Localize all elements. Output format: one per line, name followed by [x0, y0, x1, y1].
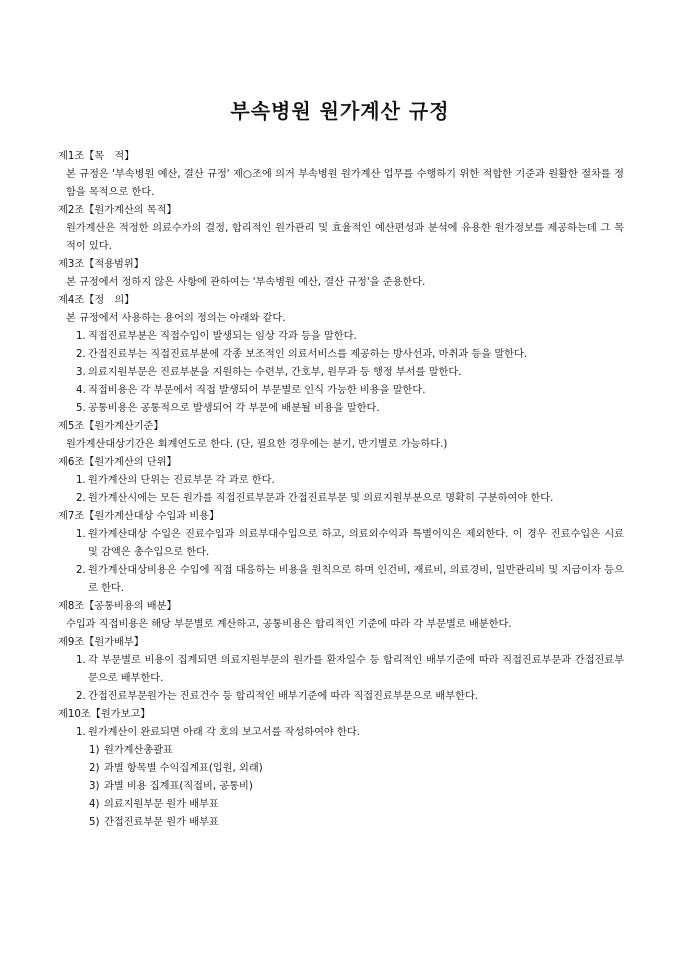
list-item	[58, 364, 624, 382]
sub-item-number: 4)	[89, 799, 100, 810]
sub-list-item	[58, 742, 624, 760]
item-number: 1.	[76, 529, 86, 540]
list-item	[58, 346, 624, 364]
article-1	[58, 148, 624, 202]
article-heading: 제4조【정 의】	[58, 295, 135, 306]
list-item	[58, 382, 624, 400]
sub-item-text: 과별 항목별 수익집계표(입원, 외래)	[104, 763, 263, 774]
sub-item-number: 1)	[89, 745, 100, 756]
article-heading: 제9조【원가배부】	[58, 637, 144, 648]
article-paragraph: 본 규정에서 정하지 않은 사항에 관하여는 '부속병원 예산, 결산 규정'을 준용한다.	[66, 277, 426, 288]
item-text: 원가계산대상 수입은 진료수입과 의료부대수입으로 하고, 의료외수익과 특별이익은 제외한다. 이 경우 진료수입은 시료 및 감액은 총수입으로 한다.	[88, 529, 624, 558]
article-5	[58, 418, 624, 454]
item-text: 공통비용은 공통적으로 발생되어 각 부문에 배분될 비용을 말한다.	[88, 403, 380, 414]
article-heading: 제10조【원가보고】	[58, 709, 151, 720]
article-3	[58, 256, 624, 292]
item-number: 2.	[76, 493, 86, 504]
article-paragraph: 원가계산대상기간은 회계연도로 한다. (단, 필요한 경우에는 분기, 반기별로 가능하다.)	[66, 439, 448, 450]
article-4	[58, 292, 624, 418]
article-heading: 제7조【원가계산대상 수입과 비용】	[58, 511, 220, 522]
sub-list-item	[58, 796, 624, 814]
item-number: 1.	[76, 331, 86, 342]
item-number: 2.	[76, 691, 86, 702]
item-number: 2.	[76, 349, 86, 360]
article-heading: 제2조【원가계산의 목적】	[58, 205, 177, 216]
item-number: 1.	[76, 727, 86, 738]
article-2	[58, 202, 624, 256]
item-number: 2.	[76, 565, 86, 576]
article-heading: 제1조【목 적】	[58, 151, 135, 162]
article-heading: 제8조【공통비용의 배분】	[58, 601, 177, 612]
item-text: 각 부문별로 비용이 집계되면 의료지원부문의 원가를 환자일수 등 합리적인 배부기준에 따라 직접진료부문과 간접진료부문으로 배부한다.	[88, 655, 624, 684]
sub-item-text: 간접진료부문 원가 배부표	[104, 817, 219, 828]
article-heading: 제3조【적용범위】	[58, 259, 144, 270]
sub-item-number: 5)	[89, 817, 100, 828]
document-title: 부속병원 원가계산 규정	[230, 99, 450, 123]
article-9	[58, 634, 624, 706]
item-text: 간접진료부는 직접진료부분에 각종 보조적인 의료서비스를 제공하는 방사선과, 마취과 등을 말한다.	[88, 349, 528, 360]
article-paragraph: 본 규정에서 사용하는 용어의 정의는 아래와 같다.	[66, 313, 286, 324]
item-number: 1.	[76, 655, 86, 666]
article-10	[58, 706, 624, 832]
list-item	[58, 652, 624, 688]
item-text: 의료지원부문은 진료부분을 지원하는 수련부, 간호부, 원무과 등 행정 부서를 말한다.	[88, 367, 462, 378]
item-text: 원가계산시에는 모든 원가를 직접진료부문과 간접진료부문 및 의료지원부분으로 명확히 구분하여야 한다.	[88, 493, 554, 504]
article-paragraph: 수입과 직접비용은 해당 부문별로 계산하고, 공통비용은 합리적인 기준에 따라 각 부문별로 배분한다.	[66, 619, 512, 630]
list-item	[58, 562, 624, 598]
sub-item-number: 2)	[89, 763, 100, 774]
item-text: 직접비용은 각 부문에서 직접 발생되어 부문별로 인식 가능한 비용을 말한다.	[88, 385, 426, 396]
item-text: 직접진료부분은 직접수입이 발생되는 임상 각과 등을 말한다.	[88, 331, 357, 342]
sub-list-item	[58, 760, 624, 778]
sub-item-number: 3)	[89, 781, 100, 792]
list-item	[58, 490, 624, 508]
list-item	[58, 526, 624, 562]
sub-list-item	[58, 778, 624, 796]
list-item	[58, 400, 624, 418]
article-8	[58, 598, 624, 634]
article-6	[58, 454, 624, 508]
sub-item-text: 의료지원부문 원가 배부표	[104, 799, 219, 810]
sub-list-item	[58, 814, 624, 832]
list-item	[58, 688, 624, 706]
sub-item-text: 과별 비용 집계표(직접비, 공통비)	[104, 781, 253, 792]
list-item	[58, 472, 624, 490]
item-text: 원가계산대상비용은 수입에 직접 대응하는 비용을 원칙으로 하며 인건비, 재료비, 의료경비, 일반관리비 및 지급이자 등으로 한다.	[88, 565, 624, 594]
list-item	[58, 724, 624, 742]
item-text: 원가계산이 완료되면 아래 각 호의 보고서를 작성하여야 한다.	[88, 727, 360, 738]
item-text: 간접진료부문원가는 진료건수 등 합리적인 배부기준에 따라 직접진료부문으로 배부한다.	[88, 691, 479, 702]
article-paragraph: 본 규정은 '부속병원 예산, 결산 규정' 제○조에 의거 부속병원 원가계산 업무를 수행하기 위한 적합한 기준과 원활한 절차를 정함을 목적으로 한다.	[66, 169, 624, 198]
article-heading: 제5조【원가계산기준】	[58, 421, 164, 432]
article-7	[58, 508, 624, 598]
item-number: 3.	[76, 367, 86, 378]
sub-item-text: 원가계산총괄표	[104, 745, 173, 756]
article-heading: 제6조【원가계산의 단위】	[58, 457, 177, 468]
item-text: 원가계산의 단위는 진료부문 각 과로 한다.	[88, 475, 275, 486]
article-paragraph: 원가계산은 적정한 의료수가의 결정, 합리적인 원가관리 및 효율적인 예산편성과 분석에 유용한 원가정보를 제공하는데 그 목적이 있다.	[66, 223, 624, 252]
document-body	[58, 148, 624, 832]
item-number: 4.	[76, 385, 86, 396]
list-item	[58, 328, 624, 346]
item-number: 5.	[76, 403, 86, 414]
item-number: 1.	[76, 475, 86, 486]
